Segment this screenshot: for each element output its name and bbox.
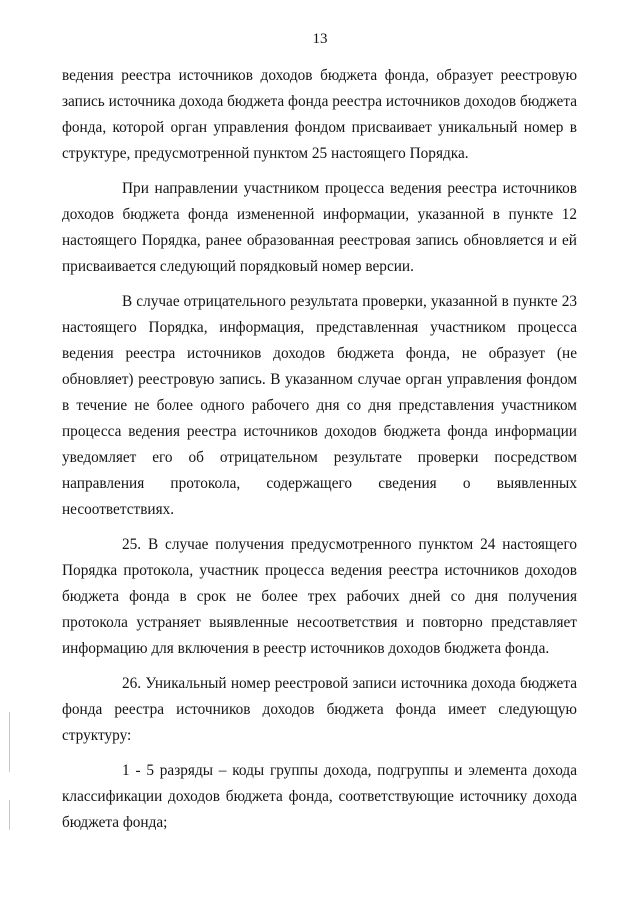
scan-artifact-line <box>9 800 10 830</box>
page-number: 13 <box>312 31 328 47</box>
paragraph-clause-25: 25. В случае получения предусмотренного пунктом 24 настоящего Порядка протокола, участник процесса ведения реестра источников доходов бюджета фонда в срок не более трех рабочих дней со дня получения протокола устраняет выявленные несоответствия и повторно представляет информацию для включения в реестр источников доходов бюджета фонда. <box>62 536 577 657</box>
document-body <box>62 63 577 845</box>
scan-artifact-line <box>9 712 10 772</box>
paragraph-clause-26: 26. Уникальный номер реестровой записи источника дохода бюджета фонда реестра источников доходов бюджета фонда имеет следующую структуру: <box>62 675 577 744</box>
paragraph-continuation: ведения реестра источников доходов бюджета фонда, образует реестровую запись источника дохода бюджета фонда реестра источников доходов бюджета фонда, которой орган управления фондом присваивает уникальный номер в структуре, предусмотренной пунктом 25 настоящего Порядка. <box>62 67 577 162</box>
paragraph-version-update: При направлении участником процесса ведения реестра источников доходов бюджета фонда измененной информации, указанной в пункте 12 настоящего Порядка, ранее образованная реестровая запись обновляется и ей присваивается следующий порядковый номер версии. <box>62 180 577 275</box>
paragraph-negative-check: В случае отрицательного результата проверки, указанной в пункте 23 настоящего Порядка, информация, представленная участником процесса ведения реестра источников доходов бюджета фонда, не образует (не обновляет) реестровую запись. В указанном случае орган управления фондом в течение не более одного рабочего дня со дня представления участником процесса ведения реестра источников доходов бюджета фонда информации уведомляет его об отрицательном результате проверки посредством направления протокола, содержащего сведения о выявленных несоответствиях. <box>62 293 577 518</box>
paragraph-digits-1-5: 1 - 5 разряды – коды группы дохода, подгруппы и элемента дохода классификации доходов бюджета фонда, соответствующие источнику дохода бюджета фонда; <box>62 762 577 831</box>
